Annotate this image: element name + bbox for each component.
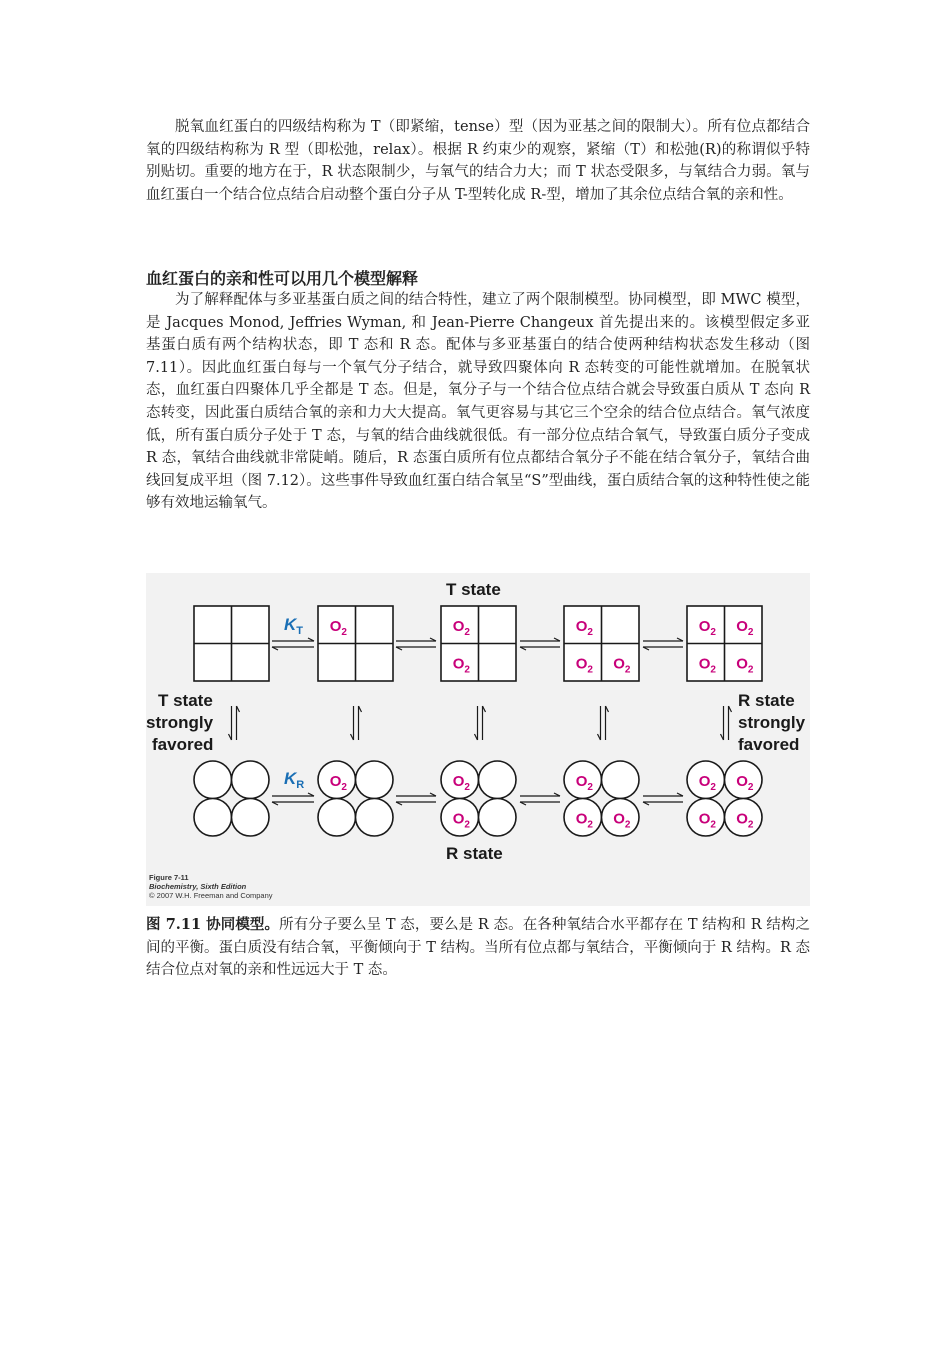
t-state-o2-label: $O_2$ — [698, 617, 716, 638]
r-state-o2-label: $O_2$ — [698, 810, 716, 831]
r-state-o2-label: $O_2$ — [575, 772, 593, 793]
r-state-subunit-1-1 — [356, 761, 394, 799]
caption-text: 所有分子要么呈 T 态，要么是 R 态。在各种氧结合水平都存在 T 结构和 R 结构之间的平衡。蛋白质没有结合氧，平衡倾向于 T 结构。当所有位点都与氧结合，平衡倾向于 R 结构。R 态结合位点对氧的亲和性远远大于 T 态。 — [146, 917, 810, 979]
figure-diagram — [146, 573, 810, 906]
r-state-subunit-0-0 — [194, 761, 232, 799]
caption-label: 图 7.11 协同模型。 — [146, 916, 280, 933]
t-state-o2-label: $O_2$ — [613, 655, 631, 676]
r-state-subunit-1-3 — [356, 799, 394, 837]
r-state-o2-label: $O_2$ — [329, 772, 347, 793]
section-heading: 血红蛋白的亲和性可以用几个模型解释 — [146, 269, 419, 288]
intro-paragraph: 脱氧血红蛋白的四级结构称为 T（即紧缩，tense）型（因为亚基之间的限制大）。所有位点都结合氧的四级结构称为 R 型（即松弛，relax）。根据 R 约束少的观察，紧缩（T）和松弛(R)的称谓似乎特别贴切。重要的地方在于，R 状态限制少，与氧气的结合力大；而 T 状态受限多，与氧结合力弱。氧与血红蛋白一个结合位点结合启动整个蛋白分子从 T-型转化成 R-型，增加了其余位点结合氧的亲和性。 — [146, 119, 810, 203]
right-note-line-2: favored — [738, 735, 800, 754]
r-state-subunit-2-3 — [479, 799, 517, 837]
figure-r-state-title: R state — [446, 844, 503, 863]
right-note-line-0: R state — [738, 691, 795, 710]
right-note-line-1: strongly — [738, 713, 806, 732]
figure-t-state-title: T state — [446, 580, 501, 599]
r-state-subunit-2-1 — [479, 761, 517, 799]
t-state-o2-label: $O_2$ — [736, 617, 754, 638]
t-state-o2-label: $O_2$ — [452, 617, 470, 638]
r-state-o2-label: $O_2$ — [452, 810, 470, 831]
figure-credit-copyright: © 2007 W.H. Freeman and Company — [149, 891, 273, 900]
t-state-o2-label: $O_2$ — [452, 655, 470, 676]
r-state-subunit-1-2 — [318, 799, 356, 837]
r-state-o2-label: $O_2$ — [575, 810, 593, 831]
r-state-subunit-0-1 — [232, 761, 270, 799]
r-state-subunit-0-2 — [194, 799, 232, 837]
left-note-line-0: T state — [158, 691, 213, 710]
body-paragraph: 为了解释配体与多亚基蛋白质之间的结合特性，建立了两个限制模型。协同模型，即 MWC 模型，是 Jacques Monod, Jeffries Wyman, 和 Jean-Pierre Changeux 首先提出来的。该模型假定多亚基蛋白质有两个结构状态，即 T 态和 R 态。配体与多亚基蛋白的结合使两种结构状态发生移动（图 7.11）。因此血红蛋白每与一个氧气分子结合，就导致四聚体向 R 态转变的可能性就增加。在脱氧状态，血红蛋白四聚体几乎全都是 T 态。但是，氧分子与一个结合位点结合就会导致蛋白质从 T 态向 R 态转变，因此蛋白质结合氧的亲和力大大提高。氧气更容易与其它三个空余的结合位点结合。氧气浓度低，所有蛋白质分子处于 T 态，与氧的结合曲线就很低。有一部分位点结合氧气，导致蛋白质分子变成 R 态，氧结合曲线就非常陡峭。随后，R 态蛋白质所有位点都结合氧分子不能在结合氧分子，氧结合曲线回复成平坦（图 7.12）。这些事件导致血红蛋白结合氧呈“S”型曲线，蛋白质结合氧的这种特性使之能够有效地运输氧气。 — [146, 292, 810, 512]
r-state-o2-label: $O_2$ — [613, 810, 631, 831]
mwc-model-figure — [146, 573, 810, 906]
t-state-o2-label: $O_2$ — [329, 617, 347, 638]
r-state-o2-label: $O_2$ — [452, 772, 470, 793]
r-state-o2-label: $O_2$ — [698, 772, 716, 793]
t-state-o2-label: $O_2$ — [575, 655, 593, 676]
kr-label: $K_R$ — [284, 769, 305, 791]
kt-label: $K_T$ — [284, 615, 304, 637]
left-note-line-2: favored — [152, 735, 214, 754]
r-state-subunit-3-1 — [602, 761, 640, 799]
t-state-o2-label: $O_2$ — [575, 617, 593, 638]
r-state-o2-label: $O_2$ — [736, 810, 754, 831]
t-state-o2-label: $O_2$ — [698, 655, 716, 676]
r-state-subunit-0-3 — [232, 799, 270, 837]
t-state-o2-label: $O_2$ — [736, 655, 754, 676]
figure-caption — [146, 914, 810, 982]
left-note-line-1: strongly — [146, 713, 214, 732]
figure-credit-title: Figure 7-11 — [149, 873, 189, 882]
figure-credit-book: Biochemistry, Sixth Edition — [149, 882, 247, 891]
r-state-o2-label: $O_2$ — [736, 772, 754, 793]
